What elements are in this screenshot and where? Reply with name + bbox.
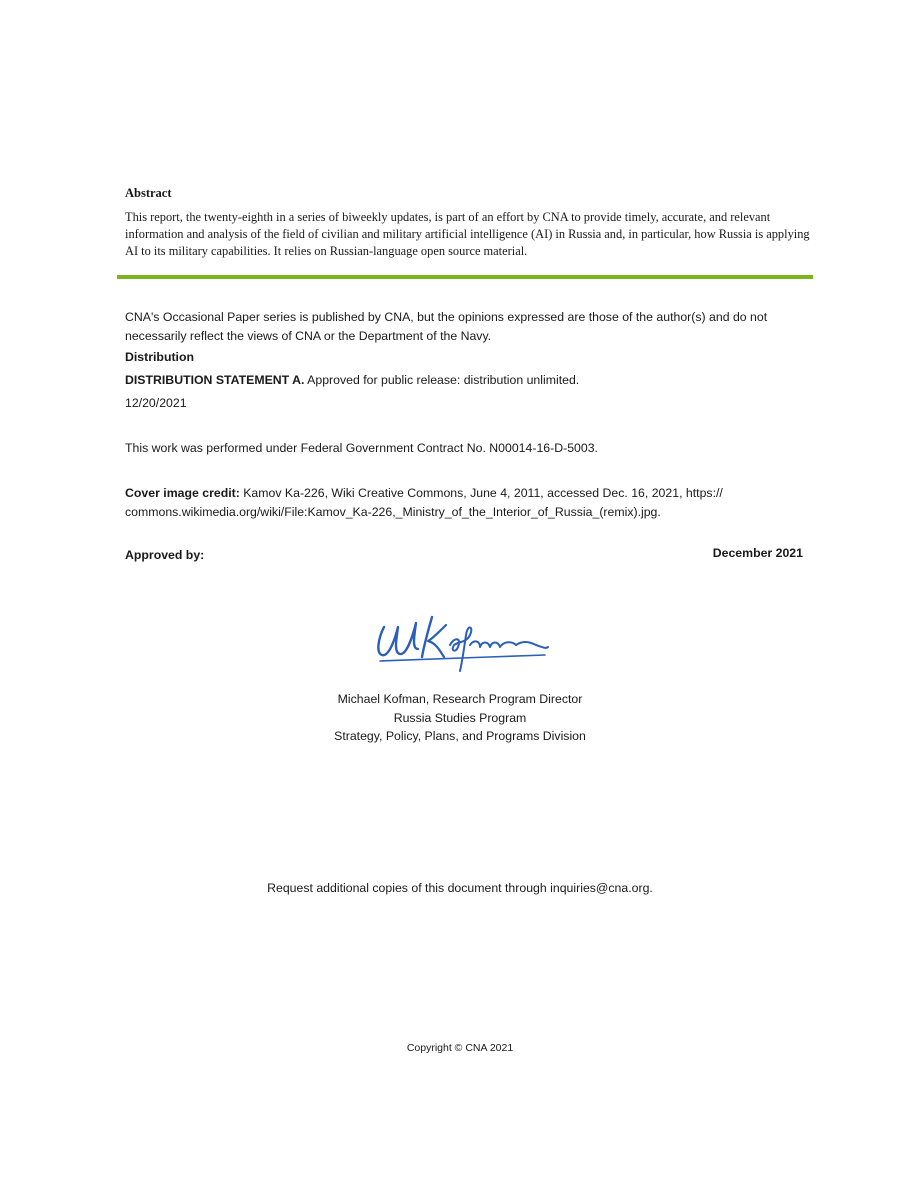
request-copies-text: Request additional copies of this document through inquiries@cna.org.	[267, 881, 653, 895]
abstract-title: Abstract	[125, 186, 172, 200]
green-divider	[117, 275, 813, 279]
distribution-statement-text: Approved for public release: distribution unlimited.	[304, 373, 580, 387]
signer-division: Strategy, Policy, Plans, and Programs Division	[334, 729, 586, 743]
cover-image-credit	[125, 484, 815, 522]
cover-image-credit-text: Kamov Ka-226, Wiki Creative Commons, June 4, 2011, accessed Dec. 16, 2021, https:// commons.wikimedia.org/wiki/File:Kamov_Ka-226,_Ministry_of_the_Interior_of_Russia_(remix).jpg.	[125, 486, 723, 519]
cover-image-credit-label: Cover image credit:	[125, 486, 240, 500]
distribution-heading: Distribution	[125, 350, 194, 364]
signer-block	[0, 690, 920, 746]
handwritten-signature	[370, 605, 555, 680]
signer-name-title: Michael Kofman, Research Program Director	[337, 692, 583, 706]
approved-by-label: Approved by:	[125, 548, 205, 562]
approval-date: December 2021	[712, 546, 803, 560]
copyright-text: Copyright © CNA 2021	[406, 1042, 514, 1054]
contract-text: This work was performed under Federal Government Contract No. N00014-16-D-5003.	[125, 441, 598, 455]
signer-program: Russia Studies Program	[393, 710, 527, 725]
abstract-body: This report, the twenty-eighth in a series of biweekly updates, is part of an effort by CNA to provide timely, accurate, and relevant information and analysis of the field of civilian and military artificial intelligence (AI) in Russia and, in particular, how Russia is applying AI to its military capabilities. It relies on Russian-language open source material.	[125, 210, 810, 258]
disclaimer-text: CNA's Occasional Paper series is published by CNA, but the opinions expressed are those of the author(s) and do not necessarily reflect the views of CNA or the Department of the Navy.	[125, 310, 768, 343]
distribution-date: 12/20/2021	[125, 396, 187, 410]
distribution-statement	[125, 371, 579, 390]
distribution-statement-label: DISTRIBUTION STATEMENT A.	[125, 373, 305, 387]
